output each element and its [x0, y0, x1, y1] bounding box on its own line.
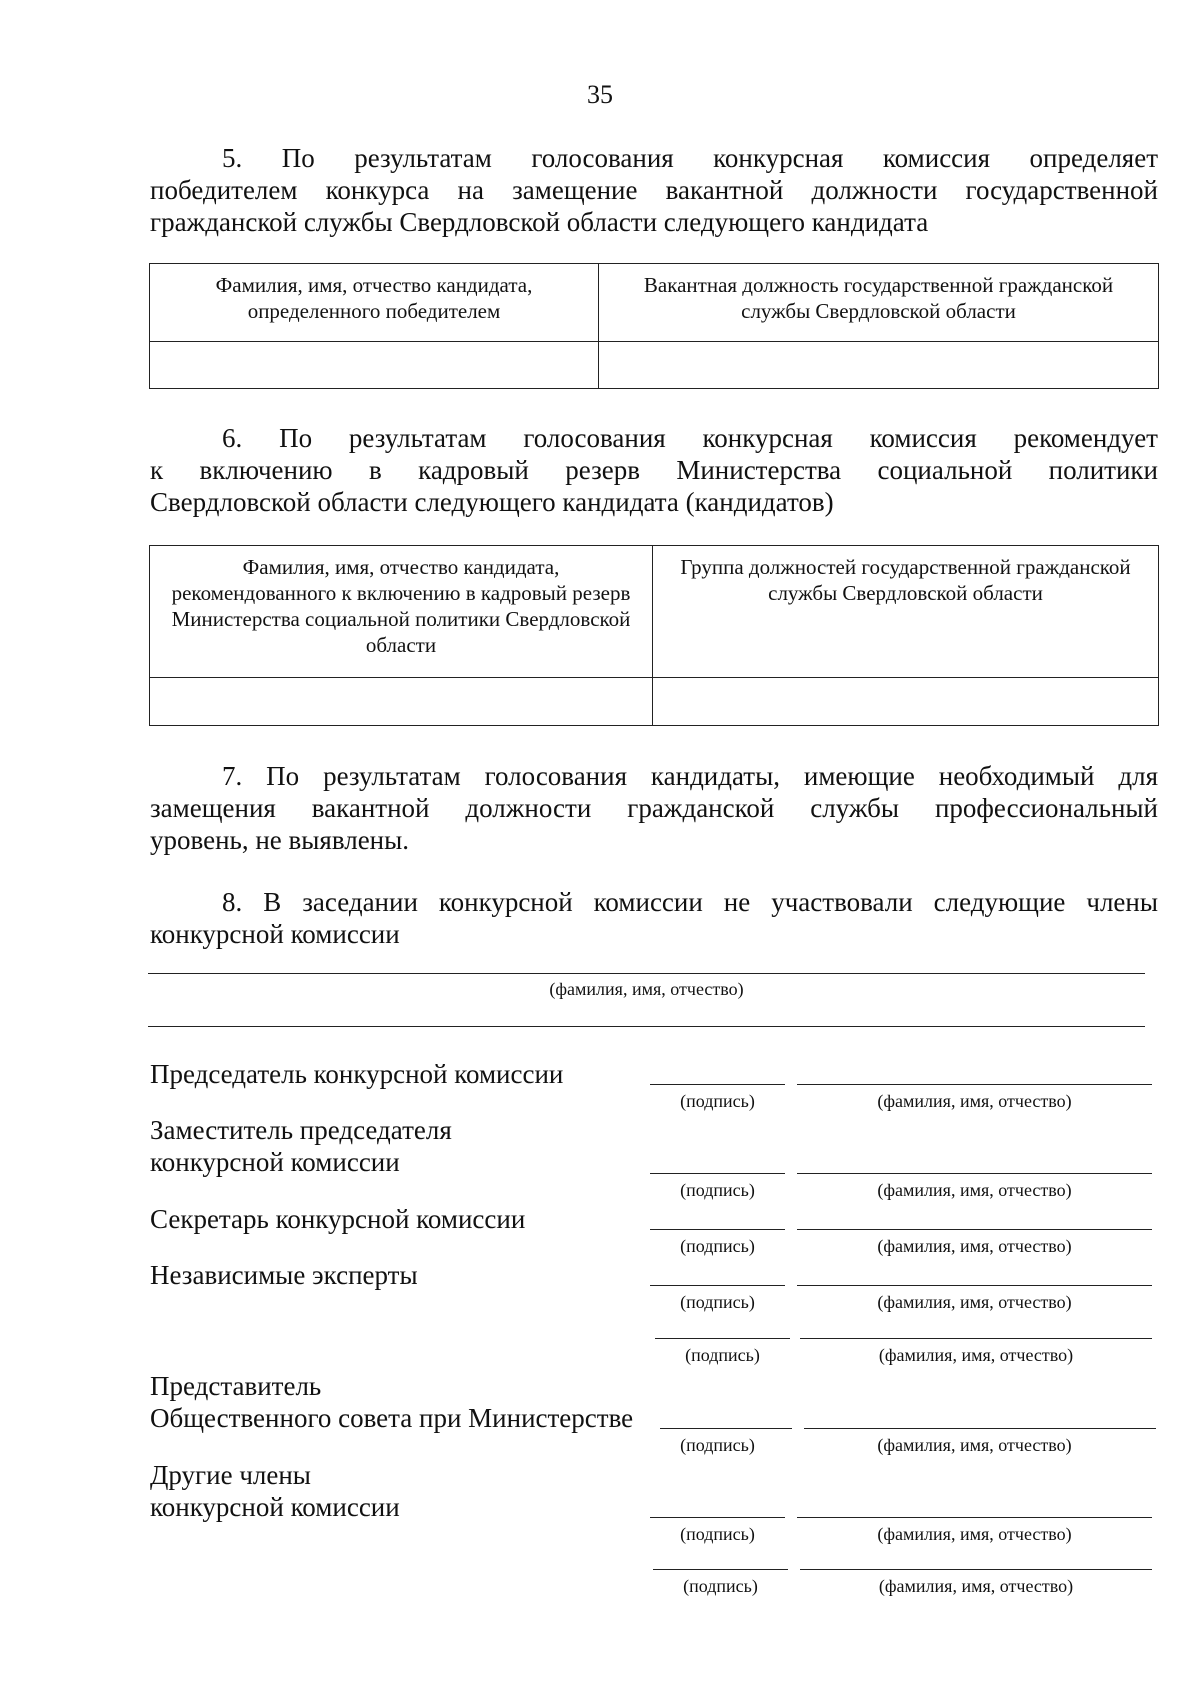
item-8-line-1: 8. В заседании конкурсной комиссии не участвовали следующие члены [222, 887, 1158, 917]
other-2-name-caption: (фамилия, имя, отчество) [878, 1576, 1074, 1596]
secretary-name-caption: (фамилия, имя, отчество) [877, 1236, 1072, 1256]
public-rep-label-line-1: Представитель [150, 1371, 322, 1401]
secretary-signature-caption: (подпись) [680, 1236, 755, 1256]
winner-table-cell-name[interactable] [150, 342, 599, 389]
item-6-line-2: к включению в кадровый резерв Министерства социальной политики [150, 455, 1158, 485]
other-1-signature-line[interactable] [650, 1517, 785, 1518]
public-rep-name-caption: (фамилия, имя, отчество) [877, 1435, 1072, 1455]
other-2-signature-caption: (подпись) [683, 1576, 758, 1596]
expert-1-signature-caption: (подпись) [680, 1292, 755, 1312]
reserve-table-cell-group[interactable] [653, 678, 1159, 726]
experts-label: Независимые эксперты [150, 1260, 418, 1290]
deputy-name-line[interactable] [797, 1173, 1152, 1174]
item-5-line-1: 5. По результатам голосования конкурсная комиссия определяет [222, 143, 1158, 173]
item-7-line-2: замещения вакантной должности гражданской службы профессиональный [150, 793, 1158, 823]
chairman-name-caption: (фамилия, имя, отчество) [877, 1091, 1072, 1111]
other-1-name-caption: (фамилия, имя, отчество) [877, 1524, 1072, 1544]
secretary-signature-line[interactable] [650, 1229, 785, 1230]
item-6-paragraph [150, 422, 1158, 518]
winner-table-cell-position[interactable] [599, 342, 1159, 389]
item-8-line-2: конкурсной комиссии [150, 919, 400, 949]
absent-members-line-1[interactable] [148, 973, 1145, 974]
item-6-line-3: Свердловской области следующего кандидата (кандидатов) [150, 487, 834, 517]
public-rep-signature-caption: (подпись) [680, 1435, 755, 1455]
expert-1-name-line[interactable] [797, 1285, 1152, 1286]
winner-table [149, 263, 1159, 389]
item-5-line-2: победителем конкурса на замещение вакантной должности государственной [150, 175, 1158, 205]
chairman-name-line[interactable] [797, 1084, 1152, 1085]
item-8-paragraph [150, 886, 1158, 950]
absent-members-line-2[interactable] [148, 1026, 1145, 1027]
secretary-name-line[interactable] [797, 1229, 1152, 1230]
item-7-paragraph [150, 760, 1158, 856]
chairman-signature-line[interactable] [650, 1084, 785, 1085]
expert-2-signature-caption: (подпись) [685, 1345, 760, 1365]
absent-members-caption: (фамилия, имя, отчество) [549, 979, 744, 999]
deputy-name-caption: (фамилия, имя, отчество) [877, 1180, 1072, 1200]
item-6-line-1: 6. По результатам голосования конкурсная комиссия рекомендует [222, 423, 1158, 453]
others-label-line-2: конкурсной комиссии [150, 1492, 400, 1522]
reserve-table-cell-name[interactable] [150, 678, 653, 726]
reserve-table-header-name: Фамилия, имя, отчество кандидата, рекомендованного к включению в кадровый резерв Министерства социальной политики Свердловской области [150, 546, 653, 678]
item-5-paragraph [150, 142, 1158, 238]
others-label-line-1: Другие члены [150, 1460, 311, 1490]
expert-2-signature-line[interactable] [655, 1338, 790, 1339]
expert-2-name-caption: (фамилия, имя, отчество) [878, 1345, 1074, 1365]
winner-table-header-name: Фамилия, имя, отчество кандидата, определенного победителем [150, 264, 599, 342]
secretary-label: Секретарь конкурсной комиссии [150, 1204, 526, 1234]
item-7-line-1: 7. По результатам голосования кандидаты, имеющие необходимый для [222, 761, 1158, 791]
chairman-label: Председатель конкурсной комиссии [150, 1059, 564, 1089]
deputy-label-line-2: конкурсной комиссии [150, 1147, 400, 1177]
item-7-line-3: уровень, не выявлены. [150, 825, 410, 855]
public-rep-name-line[interactable] [804, 1428, 1156, 1429]
other-1-signature-caption: (подпись) [680, 1524, 755, 1544]
item-5-line-3: гражданской службы Свердловской области следующего кандидата [150, 207, 929, 237]
public-rep-label-line-2: Общественного совета при Министерстве [150, 1403, 634, 1433]
expert-1-signature-line[interactable] [650, 1285, 785, 1286]
reserve-table [149, 545, 1159, 726]
deputy-signature-caption: (подпись) [680, 1180, 755, 1200]
other-1-name-line[interactable] [797, 1517, 1152, 1518]
expert-2-name-line[interactable] [800, 1338, 1152, 1339]
deputy-signature-line[interactable] [650, 1173, 785, 1174]
other-2-signature-line[interactable] [653, 1569, 788, 1570]
winner-table-header-position: Вакантная должность государственной гражданской службы Свердловской области [599, 264, 1159, 342]
deputy-label-line-1: Заместитель председателя [150, 1115, 452, 1145]
public-rep-signature-line[interactable] [660, 1428, 792, 1429]
page-number: 35 [587, 80, 613, 109]
reserve-table-header-group: Группа должностей государственной гражданской службы Свердловской области [653, 546, 1159, 678]
chairman-signature-caption: (подпись) [680, 1091, 755, 1111]
expert-1-name-caption: (фамилия, имя, отчество) [877, 1292, 1072, 1312]
other-2-name-line[interactable] [800, 1569, 1152, 1570]
